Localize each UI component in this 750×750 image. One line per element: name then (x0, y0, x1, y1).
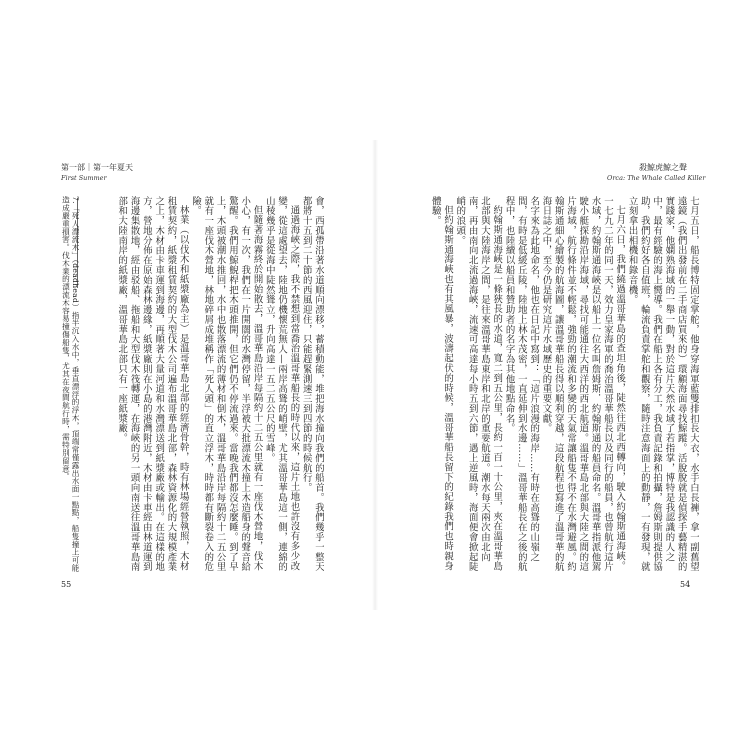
left-paragraph-1: 會，西孤帶沿著水道順向漂移，蓄積動能，堆把海水撞向我們的船首。我們幾乎一整天都將十五到二十節的西風迎住，只能趕緊測速三到四節的時候航行。 (300, 196, 324, 572)
left-paragraph-4: 林業（以伐木和紙漿廠為主）是溫哥華島北部的經濟骨幹，時有林場經營執照，木材租賃契約，紙漿租賃契約的大型伐木公司遍布溫哥華島北部，森林資源化的大規模產業之上，木材由卡車運到海邊，再順著大量河道和水灣漂送到紙漿廠或輸出。在這樣的地方，營地分佈在原始森林邊緣，紙漿廠則在小島的港灣附近，木材由卡車經由林道運到海邊集散地，經由驳船、拖船和大型伐木筏轉運，在海峽的另一頭向南送往溫哥華島南部和大陸南岸的紙漿廠，溫哥華島北部只有一座紙漿廠。 (116, 196, 189, 572)
right-body-text (427, 196, 699, 576)
left-running-head: 第一部｜第一年夏天 (61, 163, 133, 172)
right-paragraph-4: 約翰斯通海峽是一條狹長的水道，寬二到五公里，長約一百一十公里，夾在溫哥華島北部與大陸海岸之間，是往來溫哥華島東岸和北岸的重要航道。潮水每天兩次由北向南，再由南向北流過海峽，流速可高達每小時五到六節，遇上逆風時，海面便會掀起陡峭的浪頭。 (454, 196, 503, 572)
right-running-head-english: Orca: The Whale Called Killer (607, 174, 706, 182)
left-page-number: 55 (61, 580, 72, 589)
footnote-title: 7.「死人漂流木」（deadhead） (71, 196, 80, 312)
right-paragraph-3: 名字來為此地命名，他也在日記中寫到：「這片浪漫的海岸……有時在高聳的山嶺之間，有時是低緩丘陵，陸地上林木茂密，一直延伸到水邊……」溫哥華船長在之後的航程中，也陸續以船員和贊助者的名字為其他地點命名。 (503, 196, 540, 572)
right-paragraph-5: 但約翰斯通海峽也有其風暴，波濤起伏的時候，溫哥華船長留下的紀錄我們也時親身體驗。 (429, 196, 454, 572)
left-paragraph-2: 通過海峽之際，我不禁想到當喬治溫哥華船長的時代以來，這片土地也許沒有多少改變，從這處望去，陸地仍機懷荒無人—兩岸高聳的峭壁，尤其溫哥華島這一側，連綿的山稜幾乎是從海中陡然聳立，升向高達一五二五公尺的雪峰。 (263, 196, 300, 572)
left-footnote (60, 196, 80, 576)
right-page (375, 0, 750, 750)
left-paragraph-3: 但隨著海霧終於開始散去，溫哥華島沿岸每隔約十二五公里就有一座伐木營地，伐木小心，有一次，我們在一片開闊的水灣停留，半浮被大批漂流木撞上木造船身的聲音給驚醒。我們用鯨鯢桿把木頭推開，但它們仍不停流過來。當晚我們都沒怎麼睡。到了早上，木頭被潮水推回，水中也散落漂流的薄材和倒木，溫哥華島沿岸每隔約十二五公里就有一座伐木營地，林地碎屑成堆稱作「死人頭」的直立浮木，時時都有斷裂卷入的危險。 (190, 196, 263, 572)
left-running-head-english: First Summer (61, 174, 107, 182)
right-paragraph-1: 七月五日，船長博特固定掌舵，他身穿海軍藍雙排扣長大衣，水手白長褲，拿一副舊望遠鏡（我們出發前在二手商店買來的）環顧海面尋找鯨蹤。活脫脫就是偵探手藝精湛的實踐家，他嫻熟海域的一舉一動，對於這片天然水域了若指掌，博特是我認識的人之中，最有經驗的海上嚮導。我們在船上各有分工，我負責記錄和拍攝，詹姆斯則提供協助，我們約好各自值班，輪流負責掌舵和觀察，隨時注意海面上的動靜，一有發現，就立刻拿出相機和錄音機。 (626, 196, 699, 572)
right-paragraph-2: 七月六日，我們繞過溫哥華島的查坦角後，陡然往西北西轉向，駛入約翰斯通海峽。一七九二年的同一天，效力皇家海軍的喬治溫哥華船長以及同行的船員，也曾航行這片水域，約翰斯通海峽是以船上一位名叫詹姆斯．約翰斯通的船員命名。溫哥華指派他駕駛小艇探勘沿岸海域，尋找可能通往大西洋的西北航道。溫哥華島北部與大陸之間的這片海域，航行條件並不輕鬆，強勁的潮流和多變的天氣常讓船隻不得不在水灣避風。約翰斯通細心繪製的航海圖，讓溫哥華船長得以順利穿越，這段航程也寫進了溫哥華的航海日誌之中，至今仍是研究這片水域歷史的重要文獻。 (540, 196, 626, 572)
footnote-text: 指半沉入水中，垂直漂浮的浮木，頂端常僅露出水面一點點，船隻撞上可能造成嚴重損害。伐木業的漂流木容易撞傷船隻，尤其在夜間航行時，需特別留意。 (61, 196, 80, 572)
right-running-head: 殺鯨虎鯨之聲 (639, 163, 687, 172)
right-page-number: 54 (680, 580, 691, 589)
left-body-text (92, 196, 324, 576)
